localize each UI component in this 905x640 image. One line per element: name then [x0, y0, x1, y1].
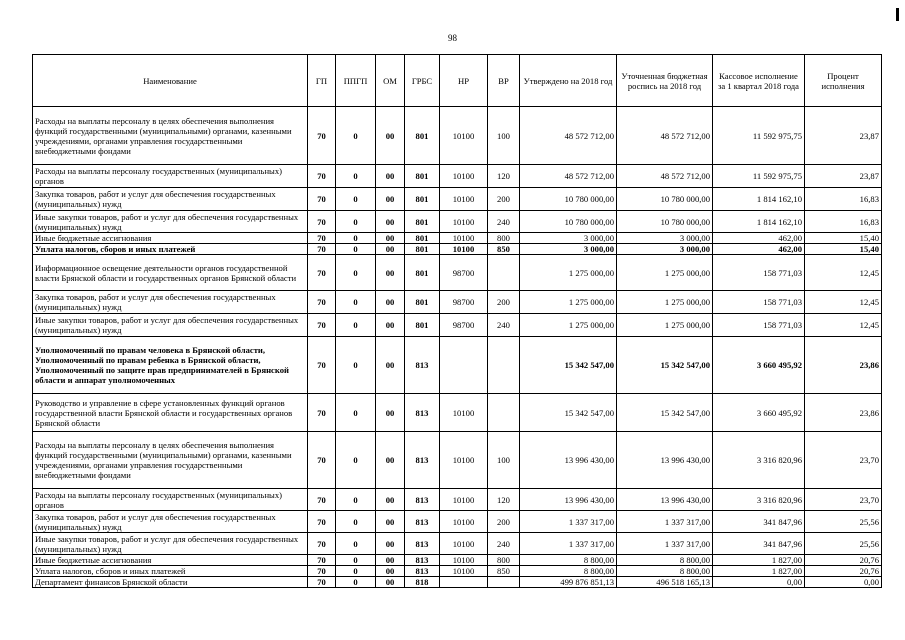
cell-percent: 16,83	[805, 188, 882, 211]
cell-nr: 10100	[440, 555, 488, 566]
cell-refined: 1 275 000,00	[617, 314, 713, 337]
cell-percent: 15,40	[805, 233, 882, 244]
cell-grbs: 813	[405, 511, 440, 533]
cell-approved: 1 337 317,00	[520, 533, 617, 555]
table-row	[33, 337, 882, 394]
table-row	[33, 432, 882, 489]
cell-name: Расходы на выплаты персоналу государственных (муниципальных) органов	[33, 165, 308, 188]
cell-nr	[440, 577, 488, 588]
cell-ppgp: 0	[336, 533, 376, 555]
cell-ppgp: 0	[336, 211, 376, 233]
cell-percent: 23,87	[805, 165, 882, 188]
table-row	[33, 165, 882, 188]
cell-om: 00	[376, 432, 405, 489]
cell-ppgp: 0	[336, 255, 376, 291]
cell-ppgp: 0	[336, 432, 376, 489]
cell-refined: 3 000,00	[617, 244, 713, 255]
cell-grbs: 813	[405, 394, 440, 432]
cell-grbs: 801	[405, 107, 440, 165]
header-cash: Кассовое исполнение за 1 квартал 2018 года	[713, 55, 805, 107]
cell-refined: 48 572 712,00	[617, 107, 713, 165]
table-row	[33, 577, 882, 588]
cell-refined: 15 342 547,00	[617, 394, 713, 432]
cell-vr: 240	[488, 211, 520, 233]
table-header-row	[33, 55, 882, 107]
cell-grbs: 813	[405, 489, 440, 511]
cell-refined: 15 342 547,00	[617, 337, 713, 394]
cell-om: 00	[376, 188, 405, 211]
cell-grbs: 801	[405, 165, 440, 188]
cell-grbs: 801	[405, 314, 440, 337]
cell-refined: 1 337 317,00	[617, 511, 713, 533]
cell-vr	[488, 577, 520, 588]
cell-gp: 70	[308, 107, 336, 165]
cell-cash: 3 660 495,92	[713, 394, 805, 432]
cell-gp: 70	[308, 337, 336, 394]
cell-ppgp: 0	[336, 337, 376, 394]
cell-nr: 10100	[440, 165, 488, 188]
header-ppgp: ППГП	[336, 55, 376, 107]
cell-nr: 10100	[440, 107, 488, 165]
table-row	[33, 188, 882, 211]
cell-cash: 1 827,00	[713, 555, 805, 566]
cell-grbs: 801	[405, 291, 440, 314]
cell-approved: 1 275 000,00	[520, 291, 617, 314]
cell-percent: 25,56	[805, 511, 882, 533]
cell-refined: 1 337 317,00	[617, 533, 713, 555]
cell-approved: 1 337 317,00	[520, 511, 617, 533]
cell-gp: 70	[308, 511, 336, 533]
cell-gp: 70	[308, 394, 336, 432]
cell-refined: 1 275 000,00	[617, 255, 713, 291]
header-approved: Утверждено на 2018 год	[520, 55, 617, 107]
table-row	[33, 566, 882, 577]
cell-nr: 10100	[440, 211, 488, 233]
table-row	[33, 394, 882, 432]
table-row	[33, 489, 882, 511]
cell-vr: 850	[488, 244, 520, 255]
cell-vr: 240	[488, 533, 520, 555]
cell-cash: 1 827,00	[713, 566, 805, 577]
cell-percent: 23,70	[805, 432, 882, 489]
cell-approved: 13 996 430,00	[520, 432, 617, 489]
cell-ppgp: 0	[336, 511, 376, 533]
table-row	[33, 291, 882, 314]
cell-percent: 20,76	[805, 555, 882, 566]
cell-grbs: 813	[405, 555, 440, 566]
header-vr: ВР	[488, 55, 520, 107]
cell-vr: 120	[488, 489, 520, 511]
cell-refined: 8 800,00	[617, 555, 713, 566]
table-row	[33, 255, 882, 291]
cell-gp: 70	[308, 211, 336, 233]
cell-refined: 1 275 000,00	[617, 291, 713, 314]
cell-om: 00	[376, 244, 405, 255]
cell-gp: 70	[308, 291, 336, 314]
cell-grbs: 813	[405, 533, 440, 555]
cell-vr: 200	[488, 291, 520, 314]
cell-ppgp: 0	[336, 566, 376, 577]
cell-approved: 3 000,00	[520, 233, 617, 244]
cell-percent: 20,76	[805, 566, 882, 577]
cell-grbs: 801	[405, 188, 440, 211]
table-row	[33, 233, 882, 244]
cell-vr	[488, 337, 520, 394]
cell-refined: 13 996 430,00	[617, 489, 713, 511]
table-row	[33, 555, 882, 566]
cell-percent: 23,86	[805, 337, 882, 394]
cell-cash: 1 814 162,10	[713, 211, 805, 233]
cell-om: 00	[376, 233, 405, 244]
cell-gp: 70	[308, 314, 336, 337]
cell-cash: 462,00	[713, 244, 805, 255]
cell-name: Закупка товаров, работ и услуг для обеспечения государственных (муниципальных) нужд	[33, 188, 308, 211]
cell-approved: 13 996 430,00	[520, 489, 617, 511]
cell-name: Иные закупки товаров, работ и услуг для обеспечения государственных (муниципальных) нужд	[33, 533, 308, 555]
table-row	[33, 244, 882, 255]
cell-nr	[440, 337, 488, 394]
cell-om: 00	[376, 337, 405, 394]
cell-name: Уплата налогов, сборов и иных платежей	[33, 244, 308, 255]
cell-percent: 16,83	[805, 211, 882, 233]
table-row	[33, 211, 882, 233]
cell-percent: 25,56	[805, 533, 882, 555]
cell-om: 00	[376, 511, 405, 533]
page-number: 98	[448, 33, 457, 43]
cell-om: 00	[376, 577, 405, 588]
cell-name: Уполномоченный по правам человека в Брянской области, Уполномоченный по правам ребенка в Брянской области, Уполномоченный по защите прав предпринимателей в Брянской области и аппарат уполномоченных	[33, 337, 308, 394]
header-refined: Уточненная бюджетная роспись на 2018 год	[617, 55, 713, 107]
cell-cash: 341 847,96	[713, 533, 805, 555]
cell-approved: 8 800,00	[520, 555, 617, 566]
cell-om: 00	[376, 555, 405, 566]
cell-name: Руководство и управление в сфере установленных функций органов государственной власти Брянской области и государственных органов Брянской области	[33, 394, 308, 432]
budget-table	[32, 54, 882, 588]
cell-percent: 0,00	[805, 577, 882, 588]
cell-om: 00	[376, 314, 405, 337]
cell-nr: 10100	[440, 432, 488, 489]
cell-ppgp: 0	[336, 291, 376, 314]
cell-name: Информационное освещение деятельности органов государственной власти Брянской области и государственных органов Брянской области	[33, 255, 308, 291]
cell-approved: 15 342 547,00	[520, 337, 617, 394]
table-body	[33, 107, 882, 588]
cell-gp: 70	[308, 489, 336, 511]
cell-om: 00	[376, 291, 405, 314]
table-row	[33, 533, 882, 555]
cell-ppgp: 0	[336, 244, 376, 255]
cell-cash: 158 771,03	[713, 314, 805, 337]
cell-om: 00	[376, 165, 405, 188]
cell-percent: 15,40	[805, 244, 882, 255]
cell-cash: 341 847,96	[713, 511, 805, 533]
cell-ppgp: 0	[336, 577, 376, 588]
cell-om: 00	[376, 489, 405, 511]
header-nr: НР	[440, 55, 488, 107]
cell-gp: 70	[308, 244, 336, 255]
cell-ppgp: 0	[336, 188, 376, 211]
cell-cash: 3 660 495,92	[713, 337, 805, 394]
cell-gp: 70	[308, 533, 336, 555]
cell-grbs: 813	[405, 432, 440, 489]
cell-grbs: 813	[405, 337, 440, 394]
cell-name: Уплата налогов, сборов и иных платежей	[33, 566, 308, 577]
cell-gp: 70	[308, 165, 336, 188]
cell-refined: 8 800,00	[617, 566, 713, 577]
cell-approved: 10 780 000,00	[520, 188, 617, 211]
table-row	[33, 107, 882, 165]
header-om: ОМ	[376, 55, 405, 107]
cell-grbs: 801	[405, 233, 440, 244]
header-gp: ГП	[308, 55, 336, 107]
cell-cash: 11 592 975,75	[713, 165, 805, 188]
cell-om: 00	[376, 107, 405, 165]
cell-name: Иные закупки товаров, работ и услуг для обеспечения государственных (муниципальных) нужд	[33, 211, 308, 233]
cell-vr: 120	[488, 165, 520, 188]
cell-grbs: 813	[405, 566, 440, 577]
cell-om: 00	[376, 255, 405, 291]
cell-percent: 12,45	[805, 314, 882, 337]
cell-refined: 10 780 000,00	[617, 188, 713, 211]
cell-ppgp: 0	[336, 394, 376, 432]
cell-om: 00	[376, 566, 405, 577]
cell-nr: 10100	[440, 533, 488, 555]
cell-percent: 12,45	[805, 291, 882, 314]
cell-vr: 240	[488, 314, 520, 337]
cell-percent: 23,70	[805, 489, 882, 511]
cell-om: 00	[376, 394, 405, 432]
cell-approved: 48 572 712,00	[520, 165, 617, 188]
cell-approved: 10 780 000,00	[520, 211, 617, 233]
cell-nr: 10100	[440, 233, 488, 244]
cell-name: Иные бюджетные ассигнования	[33, 233, 308, 244]
cell-cash: 158 771,03	[713, 291, 805, 314]
cell-grbs: 801	[405, 244, 440, 255]
cell-approved: 1 275 000,00	[520, 255, 617, 291]
cell-gp: 70	[308, 555, 336, 566]
cell-refined: 496 518 165,13	[617, 577, 713, 588]
cell-refined: 48 572 712,00	[617, 165, 713, 188]
cell-ppgp: 0	[336, 165, 376, 188]
cell-ppgp: 0	[336, 314, 376, 337]
cell-om: 00	[376, 533, 405, 555]
cell-ppgp: 0	[336, 489, 376, 511]
cell-ppgp: 0	[336, 107, 376, 165]
cell-ppgp: 0	[336, 233, 376, 244]
cell-grbs: 818	[405, 577, 440, 588]
cell-cash: 3 316 820,96	[713, 489, 805, 511]
cell-cash: 11 592 975,75	[713, 107, 805, 165]
cell-grbs: 801	[405, 211, 440, 233]
cell-ppgp: 0	[336, 555, 376, 566]
cell-refined: 13 996 430,00	[617, 432, 713, 489]
cell-nr: 10100	[440, 489, 488, 511]
cell-name: Закупка товаров, работ и услуг для обеспечения государственных (муниципальных) нужд	[33, 291, 308, 314]
cell-vr: 200	[488, 511, 520, 533]
cell-vr: 850	[488, 566, 520, 577]
cell-vr: 100	[488, 107, 520, 165]
cell-name: Иные бюджетные ассигнования	[33, 555, 308, 566]
cell-nr: 10100	[440, 244, 488, 255]
cell-nr: 10100	[440, 188, 488, 211]
header-percent: Процент исполнения	[805, 55, 882, 107]
cell-approved: 499 876 851,13	[520, 577, 617, 588]
cell-vr: 800	[488, 555, 520, 566]
cell-approved: 15 342 547,00	[520, 394, 617, 432]
cell-gp: 70	[308, 432, 336, 489]
cell-approved: 1 275 000,00	[520, 314, 617, 337]
cell-approved: 48 572 712,00	[520, 107, 617, 165]
cell-gp: 70	[308, 566, 336, 577]
cell-name: Расходы на выплаты персоналу в целях обеспечения выполнения функций государственными (муниципальными) органами, казенными учреждениями, органами управления государственными внебюджетными фондами	[33, 432, 308, 489]
cell-gp: 70	[308, 577, 336, 588]
cell-refined: 3 000,00	[617, 233, 713, 244]
cell-name: Закупка товаров, работ и услуг для обеспечения государственных (муниципальных) нужд	[33, 511, 308, 533]
cell-name: Расходы на выплаты персоналу государственных (муниципальных) органов	[33, 489, 308, 511]
cell-nr: 98700	[440, 314, 488, 337]
cell-name: Департамент финансов Брянской области	[33, 577, 308, 588]
cell-name: Иные закупки товаров, работ и услуг для обеспечения государственных (муниципальных) нужд	[33, 314, 308, 337]
margin-mark	[896, 8, 899, 21]
cell-gp: 70	[308, 233, 336, 244]
cell-percent: 23,87	[805, 107, 882, 165]
cell-vr: 200	[488, 188, 520, 211]
cell-cash: 1 814 162,10	[713, 188, 805, 211]
cell-refined: 10 780 000,00	[617, 211, 713, 233]
cell-vr	[488, 255, 520, 291]
cell-cash: 3 316 820,96	[713, 432, 805, 489]
cell-cash: 462,00	[713, 233, 805, 244]
table-row	[33, 314, 882, 337]
cell-nr: 98700	[440, 291, 488, 314]
cell-nr: 98700	[440, 255, 488, 291]
header-grbs: ГРБС	[405, 55, 440, 107]
cell-cash: 0,00	[713, 577, 805, 588]
cell-nr: 10100	[440, 566, 488, 577]
cell-vr: 100	[488, 432, 520, 489]
cell-gp: 70	[308, 255, 336, 291]
cell-approved: 3 000,00	[520, 244, 617, 255]
cell-gp: 70	[308, 188, 336, 211]
cell-vr	[488, 394, 520, 432]
cell-vr: 800	[488, 233, 520, 244]
cell-nr: 10100	[440, 511, 488, 533]
cell-name: Расходы на выплаты персоналу в целях обеспечения выполнения функций государственными (муниципальными) органами, казенными учреждениями, органами управления государственными внебюджетными фондами	[33, 107, 308, 165]
cell-om: 00	[376, 211, 405, 233]
cell-grbs: 801	[405, 255, 440, 291]
header-name: Наименование	[33, 55, 308, 107]
cell-percent: 23,86	[805, 394, 882, 432]
cell-cash: 158 771,03	[713, 255, 805, 291]
cell-nr: 10100	[440, 394, 488, 432]
cell-percent: 12,45	[805, 255, 882, 291]
table-row	[33, 511, 882, 533]
cell-approved: 8 800,00	[520, 566, 617, 577]
